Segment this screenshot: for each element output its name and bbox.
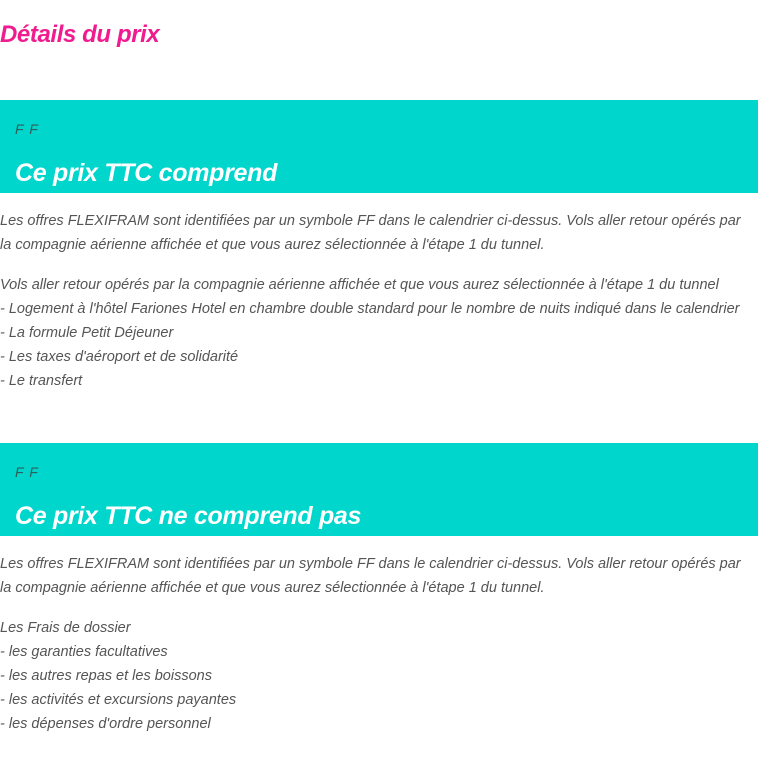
not-included-list-lead: Les Frais de dossier [0,620,131,636]
not-included-heading: Ce prix TTC ne comprend pas [15,502,362,530]
included-items-list [0,297,750,393]
included-intro-text: Les offres FLEXIFRAM sont identifiées par un symbole FF dans le calendrier ci-dessus. Vols aller retour opérés par la compagnie aérienne affichée et que vous aurez sélectionnée à l'étape 1 du tunnel. [0,213,741,253]
not-included-section-header [0,443,758,536]
list-item: - les activités et excursions payantes [0,692,237,708]
flexifram-badge: F F [15,464,39,480]
not-included-section-body [0,552,750,736]
list-item: - Les taxes d'aéroport et de solidarité [0,349,239,365]
page-title: Détails du prix [0,21,160,48]
included-section-header [0,100,758,193]
list-item: - La formule Petit Déjeuner [0,325,174,341]
list-item: - les dépenses d'ordre personnel [0,716,211,732]
list-item: - les garanties facultatives [0,644,168,660]
included-heading: Ce prix TTC comprend [15,159,278,187]
not-included-intro-text: Les offres FLEXIFRAM sont identifiées par un symbole FF dans le calendrier ci-dessus. Vols aller retour opérés par la compagnie aérienne affichée et que vous aurez sélectionnée à l'étape 1 du tunnel. [0,556,741,596]
list-item: - les autres repas et les boissons [0,668,212,684]
list-item: - Logement à l'hôtel Fariones Hotel en chambre double standard pour le nombre de nuits indiqué dans le calendrier [0,301,740,317]
included-section-body [0,209,750,393]
not-included-items-list [0,640,750,736]
included-list-lead: Vols aller retour opérés par la compagnie aérienne affichée et que vous aurez sélectionnée à l'étape 1 du tunnel [0,277,719,293]
list-item: - Le transfert [0,373,83,389]
flexifram-badge: F F [15,121,39,137]
